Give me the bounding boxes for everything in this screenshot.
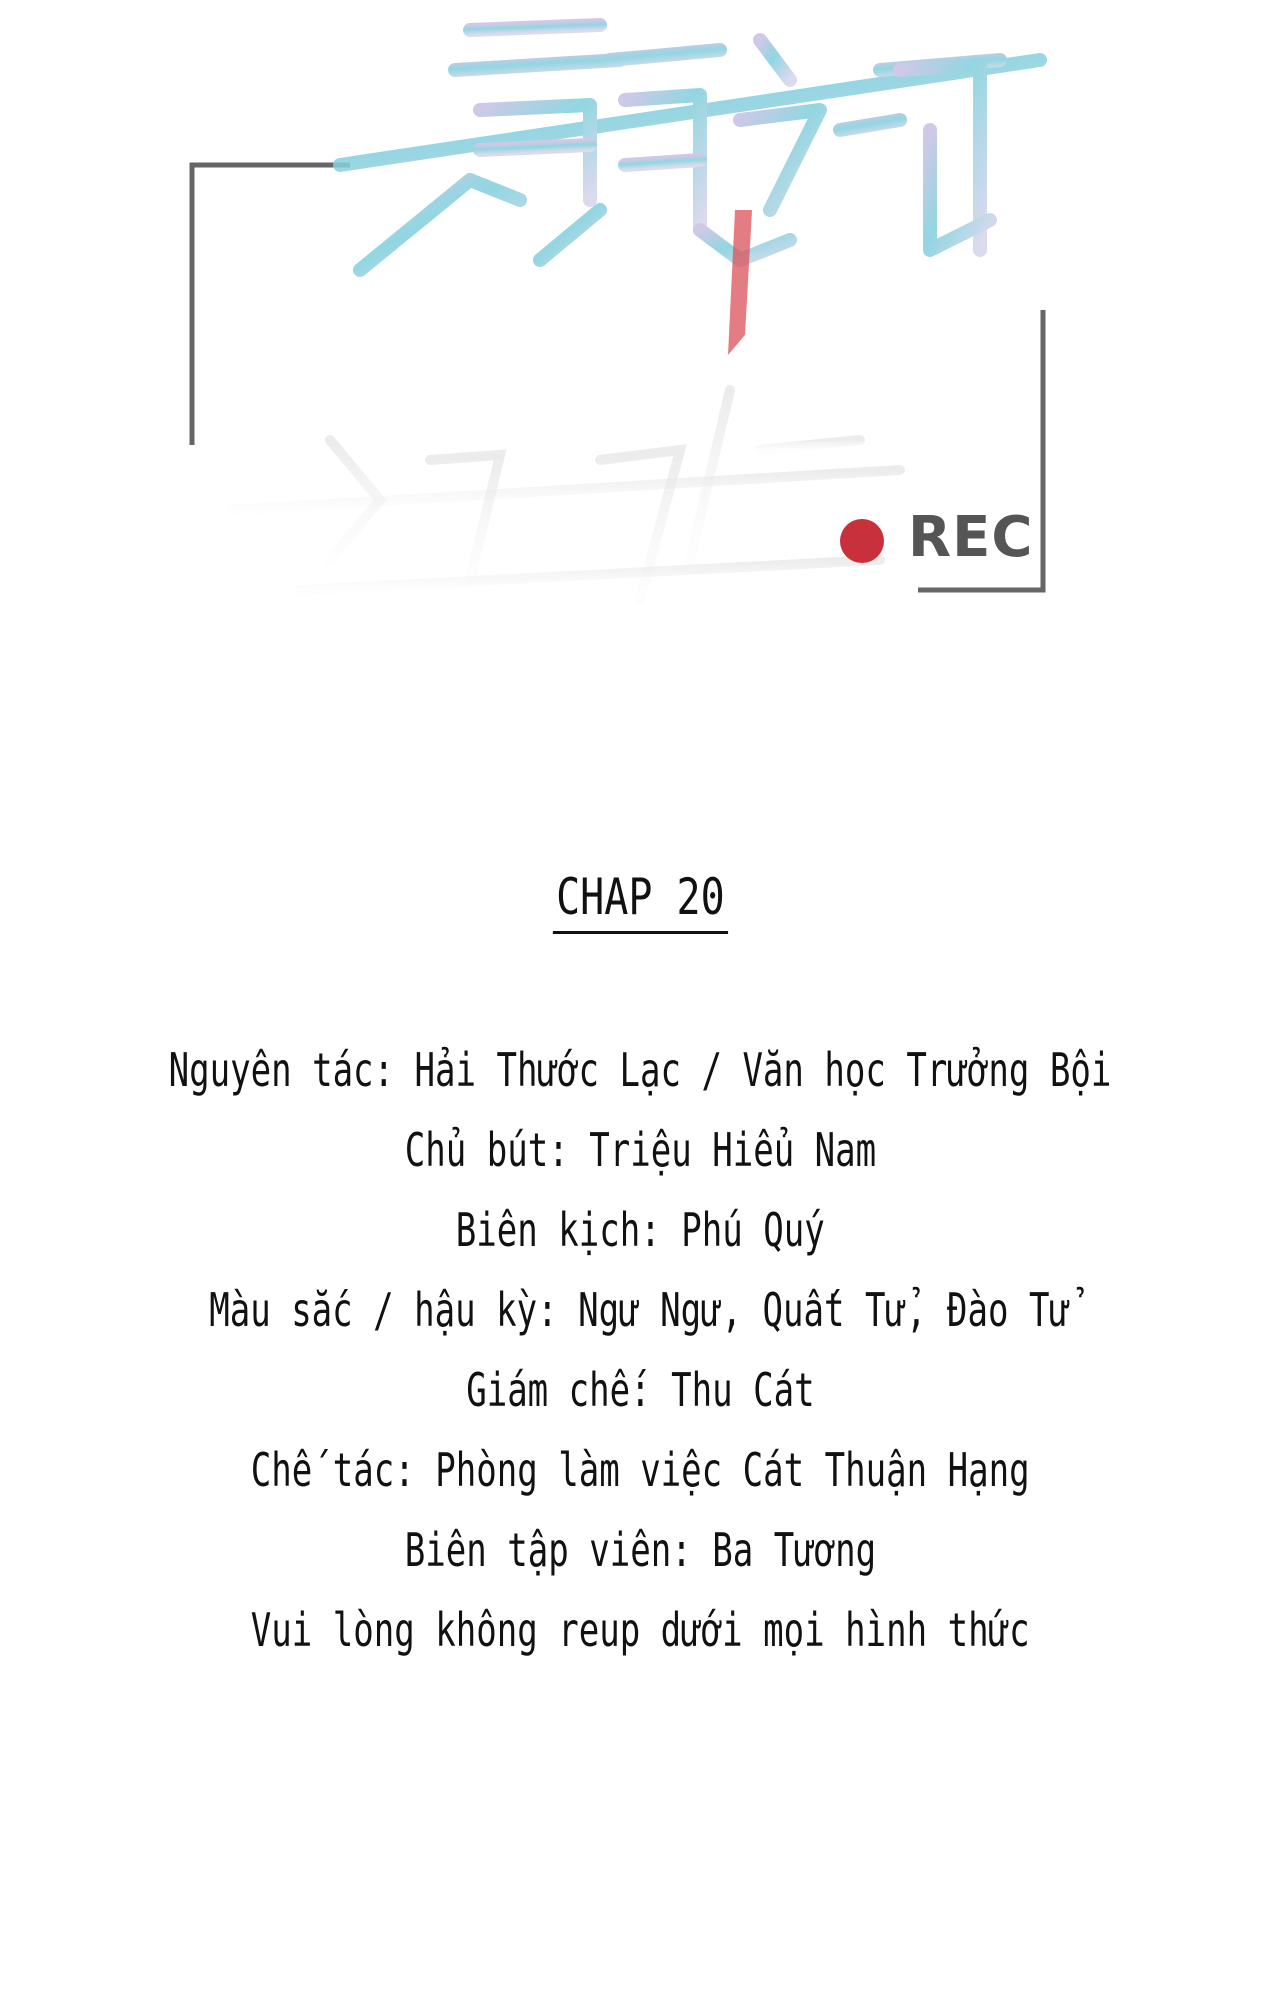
credit-line-reupload-notice [0, 1590, 1280, 1670]
credit-line-supervisor [0, 1350, 1280, 1430]
title-logo-graphic [0, 0, 1280, 640]
credit-line-production [0, 1430, 1280, 1510]
credit-line-editor [0, 1510, 1280, 1590]
credit-text: Vui lòng không reup dưới mọi hình thức [250, 1603, 1030, 1657]
chapter-label: CHAP 20 [553, 870, 728, 934]
title-red-accent [728, 210, 752, 355]
credit-text: Giám chế: Thu Cát [465, 1363, 815, 1417]
credit-line-screenwriter [0, 1190, 1280, 1270]
chapter-heading [0, 870, 1280, 934]
rec-dot-icon [840, 519, 884, 563]
credit-text: Nguyên tác: Hải Thước Lạc / Văn học Trưởng Bội [168, 1043, 1112, 1097]
credit-text: Chế tác: Phòng làm việc Cát Thuận Hạng [250, 1443, 1030, 1497]
frame-corner-top-left [192, 165, 350, 445]
credit-text: Biên tập viên: Ba Tương [404, 1523, 876, 1577]
credit-text: Chủ bút: Triệu Hiểu Nam [404, 1123, 876, 1177]
credits-list [0, 1030, 1280, 1670]
credit-line-colorists [0, 1270, 1280, 1350]
credit-line-lead-artist [0, 1110, 1280, 1190]
credit-text: Màu sắc / hậu kỳ: Ngư Ngư, Quất Tử, Đào Tử [209, 1283, 1071, 1337]
rec-label: REC [908, 505, 1034, 570]
title-lettering [340, 25, 1040, 270]
credit-text: Biên kịch: Phú Quý [455, 1203, 825, 1257]
credit-line-original-work [0, 1030, 1280, 1110]
title-logo [0, 0, 1280, 640]
title-reflection [230, 390, 900, 600]
